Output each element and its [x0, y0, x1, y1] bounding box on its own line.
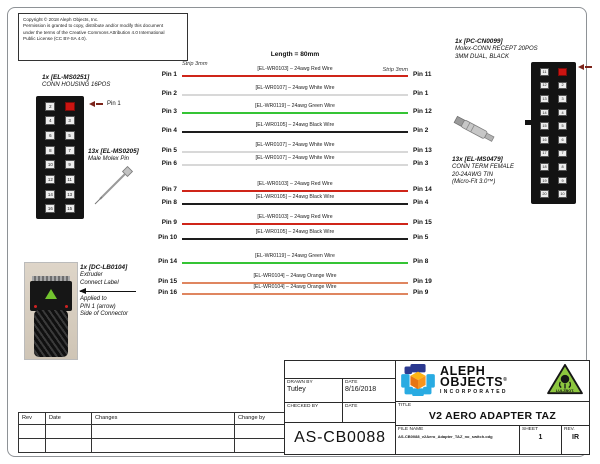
title-cell [395, 401, 589, 425]
extruder-label-desc: Extruder [80, 272, 103, 278]
pin-1-red [558, 68, 567, 76]
wire-from-pin: Pin 3 [161, 108, 177, 115]
wire-part-label: [EL-WR0107] – 24awg White Wire [255, 155, 335, 161]
wire-from-pin: Pin 8 [161, 199, 177, 206]
wire-to-pin: Pin 11 [413, 71, 432, 78]
wire-to-pin: Pin 2 [413, 127, 429, 134]
copyright-box [18, 13, 188, 61]
rev-table-cell [45, 438, 91, 452]
pin-8: 8 [558, 163, 567, 171]
checked-date-label: DATE [345, 404, 358, 409]
registered-mark: ® [503, 377, 508, 384]
title-block [284, 360, 590, 455]
pin-20: 20 [540, 190, 549, 198]
rev-table-cell [234, 438, 287, 452]
female-terminal-part-label [452, 156, 514, 187]
wire-to-pin: Pin 8 [413, 258, 429, 265]
drawn-by-label: DRAWN BY [287, 380, 313, 385]
wire-white [182, 151, 408, 153]
rev-table-cell [234, 424, 287, 438]
wire-to-pin: Pin 15 [413, 219, 432, 226]
pin-9: 9 [558, 177, 567, 185]
extruder-label-part-number: 1x [DC-LB0104] [80, 264, 128, 271]
right-connector-part-desc: Molex-CONN RECEPT 20POS [455, 46, 538, 52]
rev-table-cell [91, 424, 234, 438]
wire-to-pin: Pin 13 [413, 147, 432, 154]
checked-by-cell [285, 402, 342, 422]
wire-from-pin: Pin 2 [161, 90, 177, 97]
red-dot [65, 305, 68, 308]
wire-part-label: [EL-WR0104] – 24awg Orange Wire [253, 284, 337, 290]
lulzbot-logo-icon [547, 364, 583, 396]
title-block-empty-cell [285, 361, 395, 378]
wire-part-label: [EL-WR0105] – 24awg Black Wire [255, 194, 335, 200]
doc-number: AS-CB0088 [294, 429, 386, 446]
sheet-cell [519, 425, 561, 454]
wrapped-cable [34, 310, 68, 357]
pin-15: 15 [65, 204, 75, 213]
rev-table-cell [91, 438, 234, 452]
wire-to-pin: Pin 1 [413, 90, 429, 97]
drawn-date-cell [342, 378, 395, 402]
pin-11: 11 [65, 175, 75, 184]
wire-part-label: [EL-WR0107] – 24awg White Wire [255, 85, 335, 91]
copyright-line: Public License (CC BY-SA 4.0). [23, 36, 87, 42]
left-connector-part-number: 1x [EL-MS0251] [42, 74, 90, 81]
pin-15: 15 [540, 122, 549, 130]
red-dot [34, 305, 37, 308]
pin1-arrow-tail [96, 103, 103, 105]
drawn-date-value: 8/16/2018 [345, 386, 377, 393]
extruder-label-note: Applied to [80, 296, 107, 302]
pin-12: 12 [45, 175, 55, 184]
incorporated-word: INCORPORATED [440, 388, 508, 395]
file-name-cell [395, 425, 519, 454]
left-connector-part-label [42, 74, 110, 90]
aleph-word: ALEPH [440, 363, 486, 378]
wire-part-label: [EL-WR0103] – 24awg Red Wire [257, 181, 333, 187]
green-triangle-label-icon [45, 289, 57, 299]
right-connector-part-label [455, 38, 538, 61]
pin-14: 14 [540, 109, 549, 117]
wire-to-pin: Pin 14 [413, 186, 432, 193]
wire-to-pin: Pin 3 [413, 160, 429, 167]
pin-18: 18 [540, 163, 549, 171]
extruder-label-desc: Connect Label [80, 279, 119, 286]
rev-table-header-date: Date [45, 413, 91, 424]
wire-red [182, 75, 408, 77]
checked-date-value [343, 409, 395, 410]
wire-from-pin: Pin 16 [158, 289, 177, 296]
rev-label: REV. [564, 427, 575, 432]
female-terminal-desc: 20-24AWG TIN [452, 171, 493, 178]
pin-4: 4 [558, 109, 567, 117]
wire-part-label: [EL-WR0104] – 24awg Orange Wire [253, 273, 337, 279]
wire-to-pin: Pin 5 [413, 234, 429, 241]
wire-part-label: [EL-WR0119] – 24awg Green Wire [255, 103, 335, 109]
wire-black [182, 238, 408, 240]
rev-table-header-rev: Rev [22, 414, 32, 421]
copyright-line: Copyright © 2018 Aleph Objects, Inc. [23, 17, 99, 22]
rev-cell [561, 425, 589, 454]
rev-table-header-changes: Changes [91, 413, 234, 424]
right-connector-part-number: 1x [PC-CN0099] [455, 38, 503, 45]
pin-16: 16 [540, 136, 549, 144]
wire-from-pin: Pin 4 [161, 127, 177, 134]
copyright-line: Permission is granted to copy, distribute and/or modify this document [23, 23, 164, 29]
female-terminal-desc: (Micro-Fit 3.0™) [452, 179, 496, 185]
checked-by-label: CHECKED BY [287, 404, 319, 409]
wire-red [182, 190, 408, 192]
wire-red [182, 223, 408, 225]
wire-from-pin: Pin 5 [161, 147, 177, 154]
connector-body [30, 281, 72, 311]
pin-3: 3 [65, 116, 75, 125]
connector-latch [525, 120, 532, 125]
wire-from-pin: Pin 10 [158, 234, 177, 241]
wire-part-label: [EL-WR0119] – 24awg Green Wire [255, 253, 335, 259]
wire-to-pin: Pin 12 [413, 108, 432, 115]
strip-label-left: Strip 3mm [182, 61, 208, 67]
drawing-title: V2 AERO ADAPTER TAZ [428, 410, 557, 422]
pin-4: 4 [45, 116, 55, 125]
wire-part-label: [EL-WR0107] – 24awg White Wire [255, 142, 335, 148]
logo-cell [395, 361, 589, 401]
title-label: TITLE [398, 403, 412, 408]
pin1-arrow-tail [585, 66, 592, 68]
female-terminal-icon [450, 106, 506, 156]
wire-from-pin: Pin 14 [158, 258, 177, 265]
aleph-objects-logo-icon [401, 364, 435, 396]
sheet-number: 1 [538, 434, 543, 441]
pin-11: 11 [540, 68, 549, 76]
pin-13: 13 [65, 190, 75, 199]
checked-date-cell [342, 402, 395, 422]
left-connector-part-desc: CONN HOUSING 16POS [42, 82, 111, 88]
wire-part-label: [EL-WR0103] – 24awg Red Wire [257, 214, 333, 220]
wire-part-label: [EL-WR0105] – 24awg Black Wire [255, 229, 335, 235]
rev-table-header-change-by: Change by [234, 413, 287, 424]
pin-10: 10 [558, 190, 567, 198]
drawn-date-label: DATE [345, 380, 358, 385]
pin-12: 12 [540, 82, 549, 90]
extruder-label-note: Side of Connector [80, 311, 129, 317]
pin-19: 19 [540, 177, 549, 185]
revision-table [18, 412, 288, 453]
pin1-arrow-right-icon [578, 64, 584, 70]
pin1-arrow-left-icon [89, 101, 95, 107]
wire-part-label: [EL-WR0103] – 24awg Red Wire [257, 66, 333, 72]
checked-by-value [285, 409, 342, 410]
pin-1-red [65, 102, 75, 111]
pin1-callout-text: Pin 1 [107, 101, 121, 107]
copyright-line: under the terms of the Creative Commons Attribution 4.0 International [23, 29, 165, 35]
rev-table-cell [19, 438, 45, 452]
pin-6: 6 [558, 136, 567, 144]
file-name-label: FILE NAME [398, 427, 424, 432]
drawn-by-cell [285, 378, 342, 402]
pin-5: 5 [65, 131, 75, 140]
wire-from-pin: Pin 9 [161, 219, 177, 226]
pin-6: 6 [45, 131, 55, 140]
wire-from-pin: Pin 7 [161, 186, 177, 193]
right-connector-20pos [531, 62, 576, 204]
wire-from-pin: Pin 1 [161, 71, 177, 78]
objects-word: OBJECTS® [440, 375, 508, 390]
rev-table-cell [45, 424, 91, 438]
wire-green [182, 112, 408, 114]
pin-8: 8 [45, 146, 55, 155]
sheet-label: SHEET [522, 427, 538, 432]
wire-from-pin: Pin 6 [161, 160, 177, 167]
rev-value: IR [572, 434, 579, 441]
pin-3: 3 [558, 95, 567, 103]
wire-white [182, 94, 408, 96]
pin-13: 13 [540, 95, 549, 103]
pin1-callout-right [578, 64, 592, 70]
pin-2: 2 [45, 102, 55, 111]
wire-black [182, 131, 408, 133]
pin1-callout-left [89, 101, 121, 107]
aleph-objects-wordmark [440, 363, 508, 395]
strip-label-right: Strip 3mm [382, 67, 408, 73]
wire-to-pin: Pin 4 [413, 199, 429, 206]
file-name-value: AS-CB0088_v2Aero_Adapter_TAZ_no_switch.odg [398, 434, 493, 439]
pin-5: 5 [558, 122, 567, 130]
pin-7: 7 [65, 146, 75, 155]
lulzbot-wordmark: LULZBOT. [555, 389, 575, 394]
pin-10: 10 [45, 160, 55, 169]
left-connector-16pos [36, 96, 84, 219]
pin-9: 9 [65, 160, 75, 169]
wire-to-pin: Pin 19 [413, 278, 432, 285]
wire-from-pin: Pin 15 [158, 278, 177, 285]
male-pin-part-desc: Male Molex Pin [88, 156, 130, 162]
wire-black [182, 203, 408, 205]
extruder-label-note: PIN 1 (arrow) [80, 303, 116, 310]
male-pin-part-number: 13x [EL-MS0205] [88, 148, 139, 155]
female-terminal-part-number: 13x [EL-MS0479] [452, 156, 503, 163]
female-terminal-desc: CONN TERM FEMALE [452, 164, 515, 170]
wire-white [182, 164, 408, 166]
pin-2: 2 [558, 82, 567, 90]
extruder-connector-photo [24, 262, 78, 360]
wire-orange [182, 293, 408, 295]
pin-7: 7 [558, 150, 567, 158]
wire-part-label: [EL-WR0105] – 24awg Black Wire [255, 122, 335, 128]
pin-16: 16 [45, 204, 55, 213]
drawn-by-value: Tutley [287, 386, 306, 393]
pin-17: 17 [540, 150, 549, 158]
wire-to-pin: Pin 9 [413, 289, 429, 296]
rev-table-cell [19, 424, 45, 438]
right-connector-part-desc: 3MM DUAL, BLACK [455, 53, 510, 60]
doc-number-cell [285, 422, 395, 454]
wire-length-label: Length = 80mm [270, 51, 320, 58]
wire-green [182, 262, 408, 264]
pin-14: 14 [45, 190, 55, 199]
